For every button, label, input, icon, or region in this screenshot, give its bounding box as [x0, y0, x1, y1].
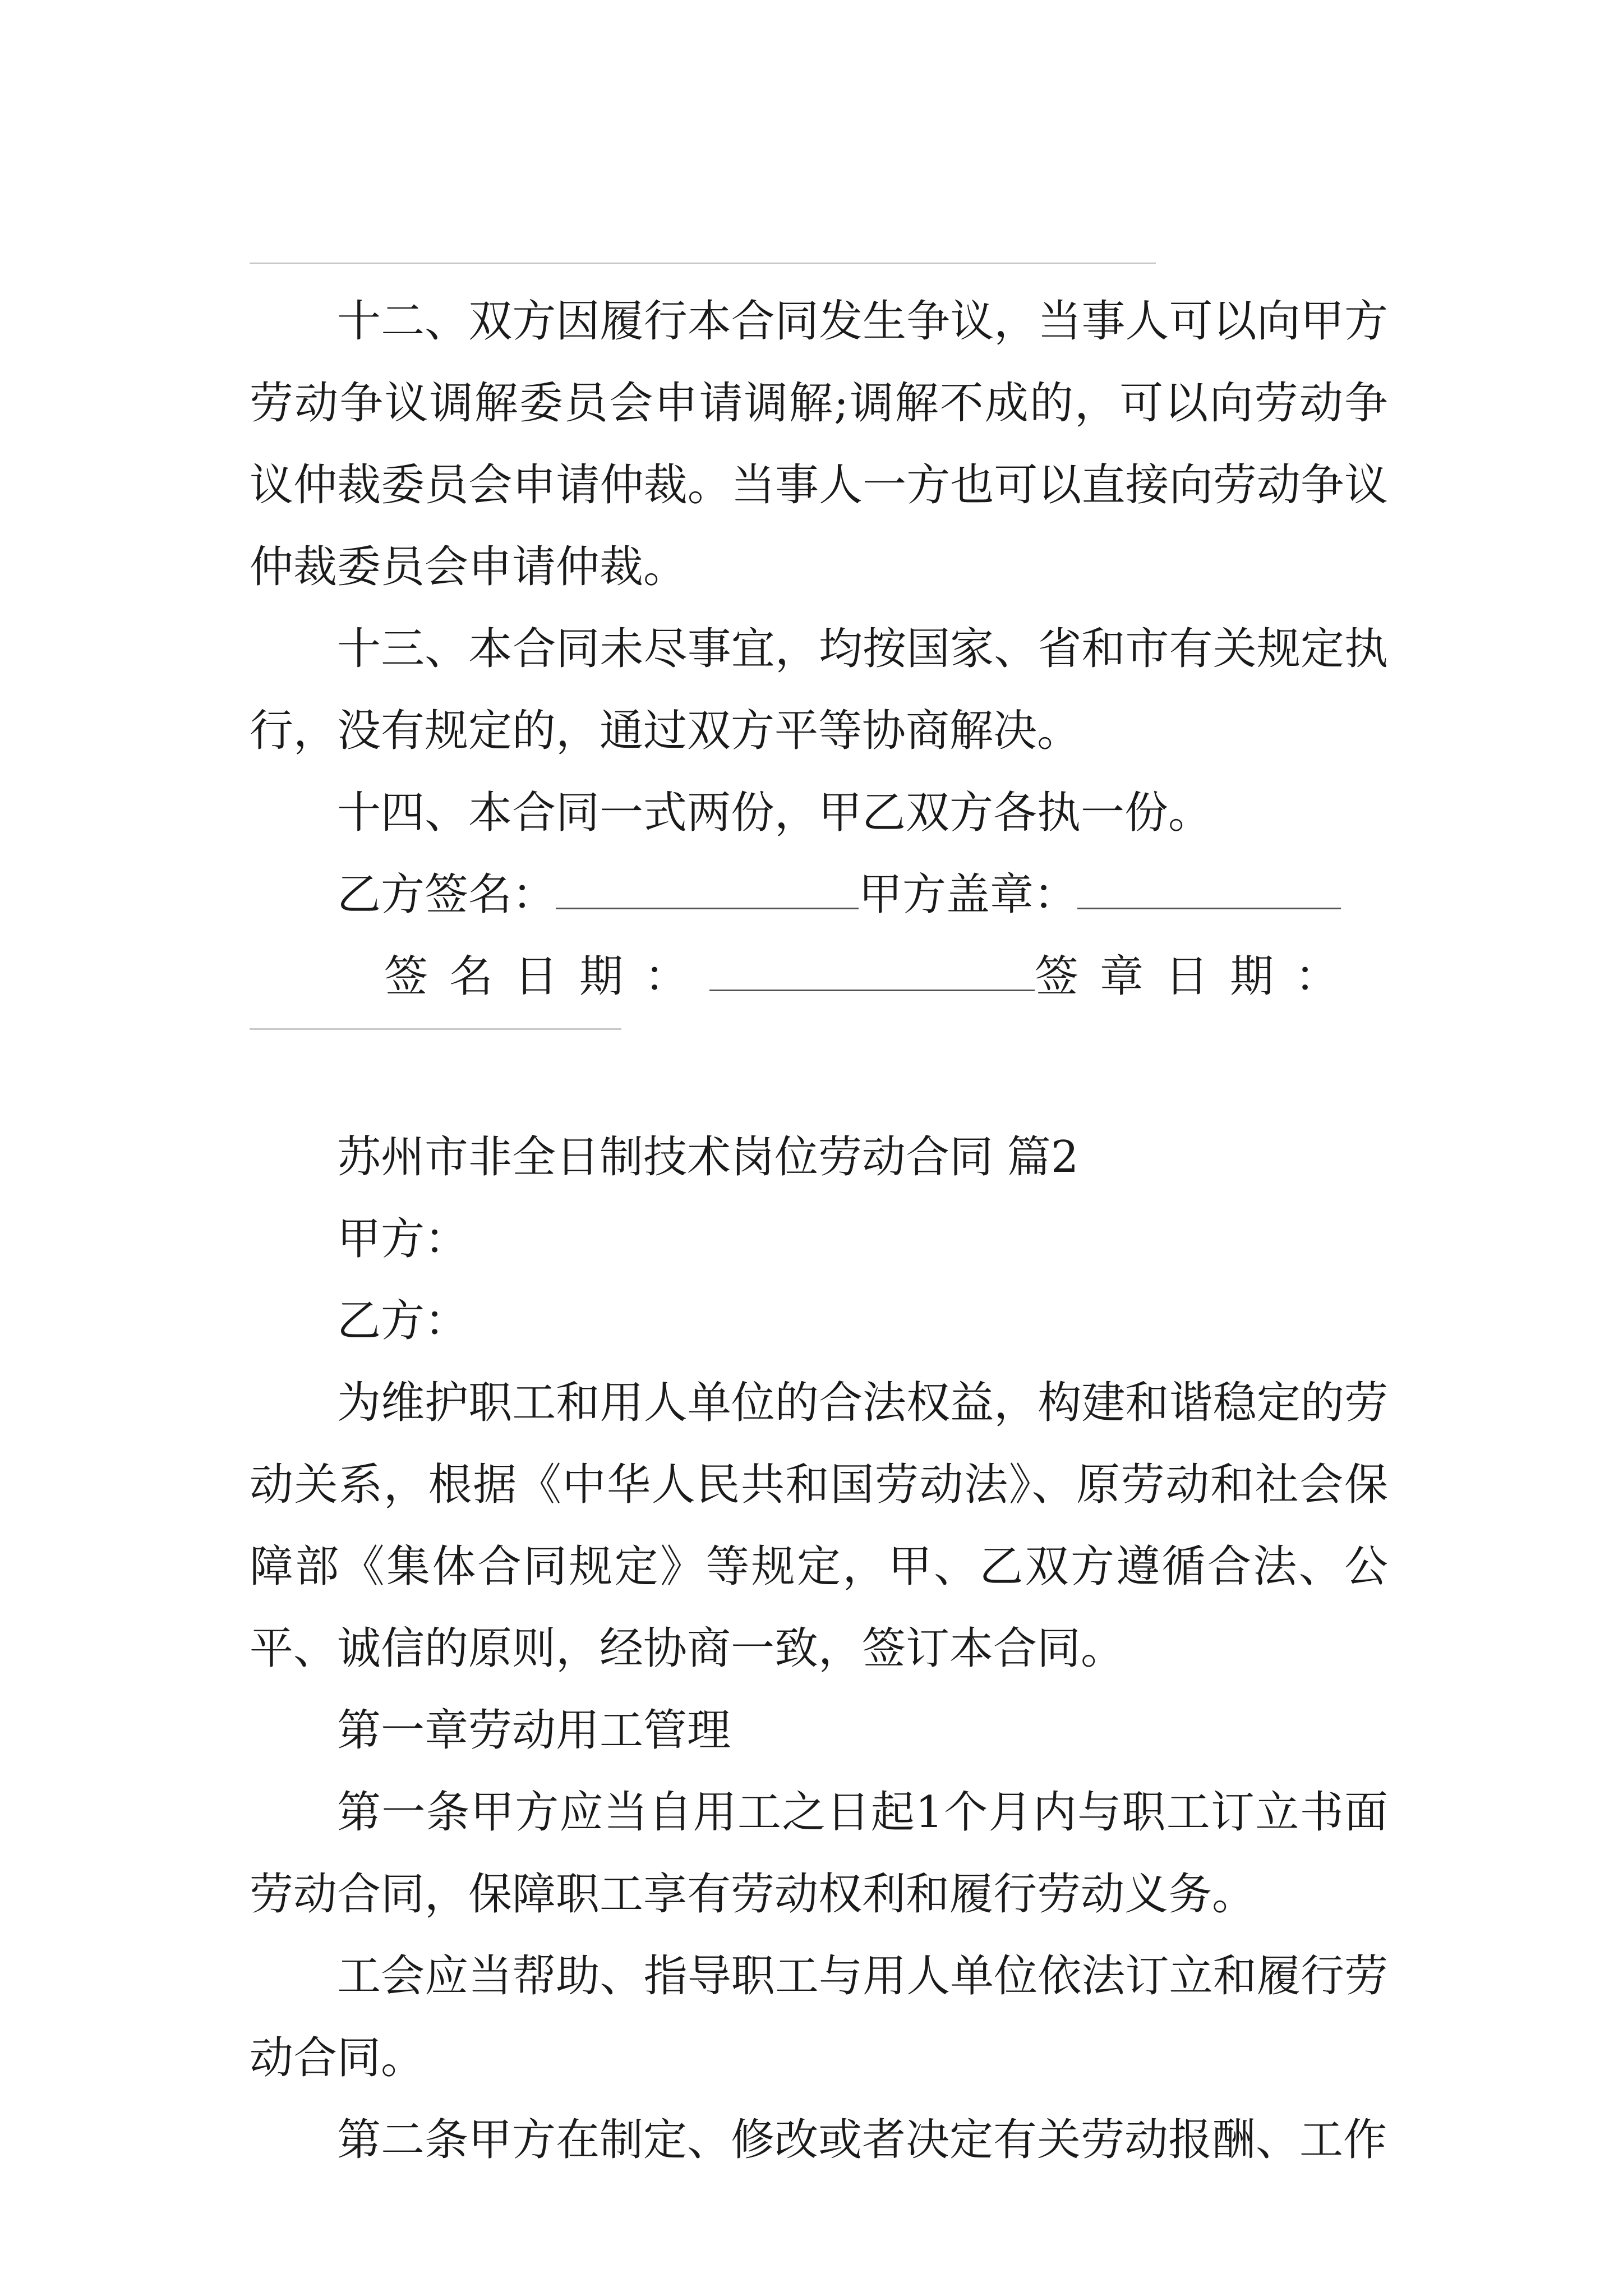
chapter-heading: 第一章劳动用工管理	[337, 1705, 731, 1756]
party-b-sign-blank[interactable]	[556, 874, 859, 909]
article-1: 第一条甲方应当自用工之日起1个月内与职工订立书面劳动合同，保障职工享有劳动权利和履行劳动义务。	[250, 1787, 1388, 1920]
clause-12: 十二、双方因履行本合同发生争议，当事人可以向甲方劳动争议调解委员会申请调解;调解不成的，可以向劳动争议仲裁委员会申请仲裁。当事人一方也可以直接向劳动争议仲裁委员会申请仲裁。	[250, 296, 1388, 592]
party-a-seal-blank[interactable]	[1077, 874, 1341, 909]
party-a-seal-label: 甲方盖章：	[859, 869, 1078, 920]
union-clause: 工会应当帮助、指导职工与用人单位依法订立和履行劳动合同。	[250, 1951, 1388, 2083]
sign-date-label: 签名日期：	[384, 951, 710, 1002]
section-gap	[250, 1018, 1388, 1116]
preamble: 为维护职工和用人单位的合法权益，构建和谐稳定的劳动关系，根据《中华人民共和国劳动法》、原劳动和社会保障部《集体合同规定》等规定，甲、乙双方遵循合法、公平、诚信的原则，经协商一致，签订本合同。	[250, 1378, 1388, 1674]
party-b-sign-label: 乙方签名：	[337, 869, 556, 920]
clause-14: 十四、本合同一式两份，甲乙双方各执一份。	[337, 788, 1212, 838]
date-line	[250, 936, 1388, 1018]
top-divider	[250, 263, 1156, 264]
document-body	[250, 280, 1388, 2181]
signature-line	[250, 854, 1388, 936]
sign-date-blank[interactable]	[709, 956, 1035, 991]
contract-title: 苏州市非全日制技术岗位劳动合同 篇2	[337, 1132, 1079, 1182]
party-a-label: 甲方：	[337, 1214, 469, 1264]
clause-13: 十三、本合同未尽事宜，均按国家、省和市有关规定执行，没有规定的，通过双方平等协商解决。	[250, 624, 1388, 756]
party-b-label: 乙方：	[337, 1296, 469, 1346]
seal-date-label: 签章日期：	[1035, 951, 1361, 1002]
article-2: 第二条甲方在制定、修改或者决定有关劳动报酬、工作	[337, 2115, 1387, 2165]
